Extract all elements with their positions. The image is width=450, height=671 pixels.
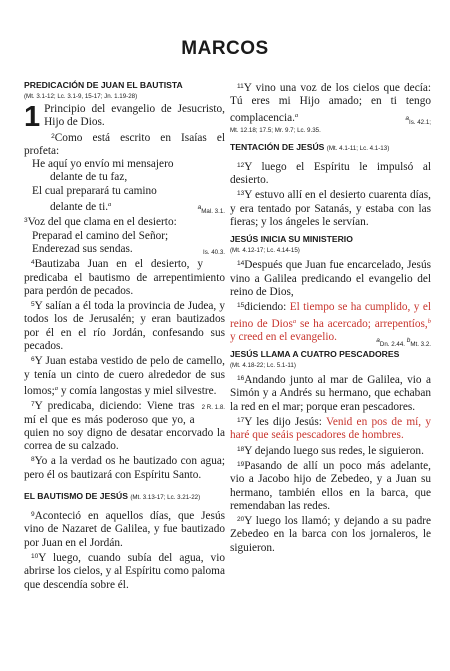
cross-reference: Is. 40.3. <box>202 248 225 256</box>
poem-line: Preparad el camino del Señor; <box>32 229 169 242</box>
verse-18: $^{18}$Y dejando luego sus redes, le siguieron. <box>237 444 424 457</box>
section-heading-ministerio: JESÚS INICIA SU MINISTERIO <box>230 234 353 245</box>
verse-12: $^{12}$Y luego el Espíritu le impulsó al desierto. <box>230 160 431 187</box>
verse-2: $^2$Como está escrito en Isaías el profeta: <box>24 131 225 157</box>
verse-15: $^{15}$diciendo: El tiempo se ha cumplido, y el reino de Dios$^a$ se ha acercado; arrepentíos,$^b$ y creed en el evangelio. aDn. 2.44. bMt. 3.2. <box>230 299 431 344</box>
verse-1: 1 Principio del evangelio de Jesucristo, Hijo de Dios. <box>24 101 225 133</box>
section-ref-pescadores: (Mt. 4.18-22; Lc. 5.1-11) <box>230 362 296 370</box>
cross-reference: aIs. 42.1; <box>405 114 431 126</box>
verse-11: $^{11}$Y vino una voz de los cielos que decía: Tú eres mi Hijo amado; en ti tengo complacencia.$^a$ aIs. 42.1; <box>230 80 431 125</box>
section-ref-juan: (Mt. 3.1-12; Lc. 3.1-9, 15-17; Jn. 1.19-28) <box>24 93 138 100</box>
cross-reference: aMal. 3.1. <box>197 204 225 216</box>
poem-line: delante de tu faz, <box>50 171 128 184</box>
verse-7: $^7$Y predicaba, diciendo: Viene tras mí el que es más poderoso que yo, a quien no soy digno de desatar encorvado la correa de su calzado. <box>24 400 225 453</box>
chapter-number: 1 <box>24 101 41 133</box>
poem-line: He aquí yo envío mi mensajero <box>32 158 174 171</box>
section-heading-tentacion: TENTACIÓN DE JESÚS (Mt. 4.1-11; Lc. 4.1-13) <box>230 141 390 152</box>
section-heading-pescadores: JESÚS LLAMA A CUATRO PESCADORES <box>230 349 400 360</box>
verse-5: $^5$Y salían a él toda la provincia de Judea, y todos los de Jerusalén; y eran bautizados por él en el río Jordán, confesando sus pecados. <box>24 300 225 353</box>
verse-6: $^6$Y Juan estaba vestido de pelo de camello, y tenía un cinto de cuero alrededor de sus lomos;$^a$ y comía langostas y miel silvestre. 2 R. 1.8. <box>24 353 225 398</box>
verse-9: $^9$Aconteció en aquellos días, que Jesús vino de Nazaret de Galilea, y fue bautizado por Juan en el Jordán. <box>24 510 225 549</box>
section-ref-ministerio: (Mt. 4.12-17; Lc. 4.14-15) <box>230 247 300 255</box>
cross-reference: aDn. 2.44. bMt. 3.2. <box>376 336 431 348</box>
right-column <box>230 80 431 555</box>
poem-line: Enderezad sus sendas. Is. 40.3. <box>24 243 225 256</box>
cross-reference: 2 R. 1.8. <box>201 404 225 412</box>
verse-4: $^4$Bautizaba Juan en el desierto, y predicaba el bautismo de arrepentimiento para perdón de pecados. <box>24 258 225 297</box>
verse-13: $^{13}$Y estuvo allí en el desierto cuarenta días, y era tentado por Satanás, y estaba con las fieras; y los ángeles le servían. <box>230 189 431 229</box>
poem-line: El cual preparará tu camino <box>32 184 157 197</box>
section-heading-juan: PREDICACIÓN DE JUAN EL BAUTISTA <box>24 80 183 90</box>
poem-line: delante de ti.$^a$ aMal. 3.1. <box>24 198 225 214</box>
verse-11-refs: Mt. 12.18; 17.5; Mr. 9.7; Lc. 9.35. <box>230 126 321 134</box>
verse-16: $^{16}$Andando junto al mar de Galilea, vio a Simón y a Andrés su hermano, que echaban la red en el mar; porque eran pescadores. <box>230 374 431 413</box>
verse-3: $^3$Voz del que clama en el desierto: <box>24 216 177 229</box>
book-title: MARCOS <box>181 38 269 59</box>
verse-20: $^{20}$Y luego los llamó; y dejando a su padre Zebedeo en la barca con los jornaleros, le siguieron. <box>230 515 431 554</box>
verse-8: $^8$Yo a la verdad os he bautizado con agua; pero él os bautizará con Espíritu Santo. <box>24 455 225 481</box>
verse-10: $^{10}$Y luego, cuando subía del agua, vio abrirse los cielos, y al Espíritu como paloma que descendía sobre él. <box>24 551 225 591</box>
verse-19: $^{19}$Pasando de allí un poco más adelante, vio a Jacobo hijo de Zebedeo, y a Juan su hermano, también ellos en la barca, que remendaban las redes. <box>230 459 431 512</box>
verse-14: $^{14}$Después que Juan fue encarcelado, Jesús vino a Galilea predicando el evangelio del reino de Dios, <box>230 259 431 298</box>
verse-17: $^{17}$Y les dijo Jesús: Venid en pos de mí, y haré que seáis pescadores de hombres. <box>230 416 432 442</box>
left-column <box>24 80 225 592</box>
section-heading-bautismo: EL BAUTISMO DE JESÚS (Mt. 3.13-17; Lc. 3.21-22) <box>24 491 201 502</box>
